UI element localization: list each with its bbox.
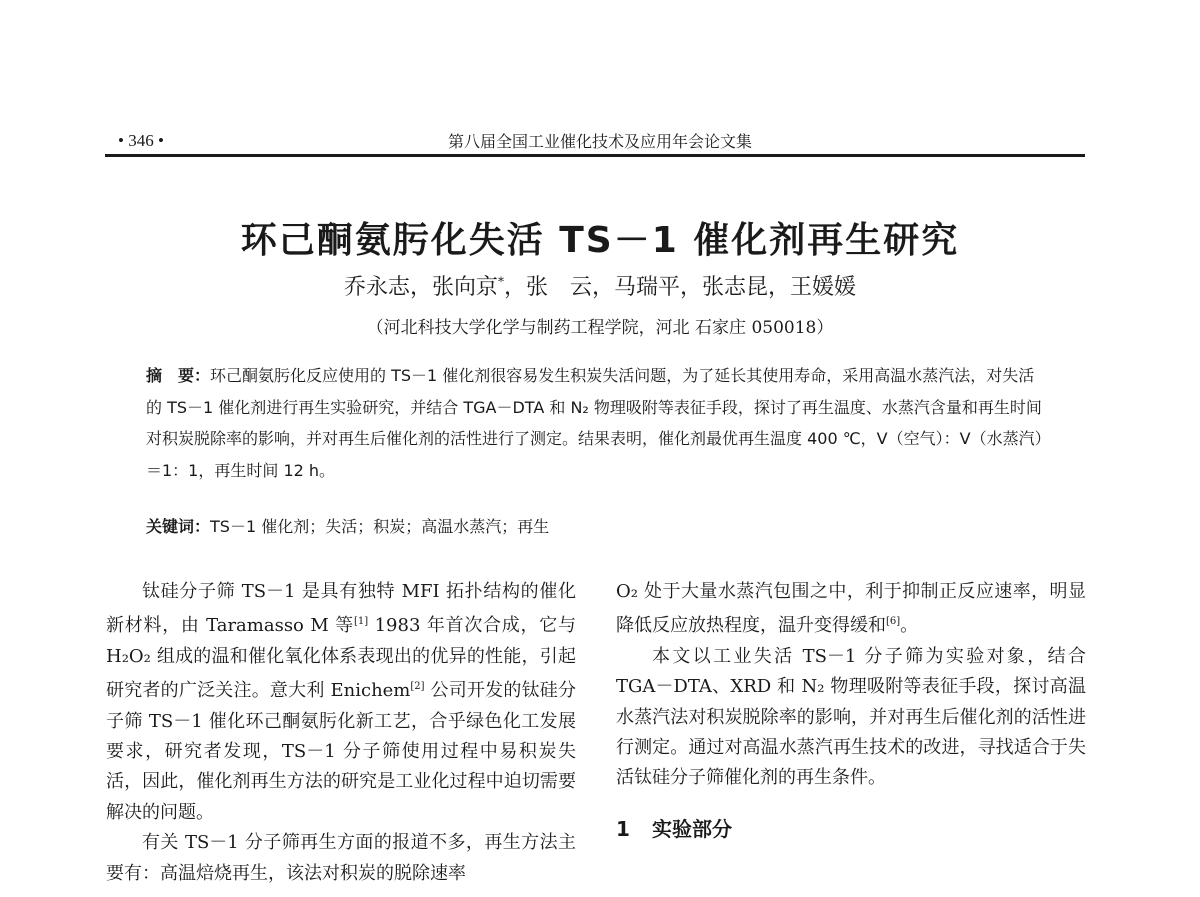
affiliation: （河北科技大学化学与制药工程学院，河北 石家庄 050018）: [366, 318, 834, 338]
keywords-text: TS－1 催化剂；失活；积炭；高温水蒸汽；再生: [210, 517, 550, 536]
paper-title: 环己酮氨肟化失活 TS－1 催化剂再生研究: [240, 220, 960, 261]
header-rule: [105, 154, 1085, 157]
section-title: 实验部分: [652, 816, 732, 841]
citation: [2]: [410, 681, 425, 693]
journal-header: 第八届全国工业催化技术及应用年会论文集: [447, 132, 752, 151]
body-column-right: [616, 577, 1086, 844]
paragraph: [106, 577, 576, 828]
citation: [6]: [886, 616, 901, 628]
paragraph-text: 。: [900, 615, 919, 637]
abstract-text: 环己酮氨肟化反应使用的 TS－1 催化剂很容易发生积炭失活问题，为了延长其使用寿命，采用高温水蒸汽法，对失活的 TS－1 催化剂进行再生实验研究，并结合 TGA－DTA 和 N₂ 物理吸附等表征手段，探讨了再生温度、水蒸汽含量和再生时间对积炭脱除率的影响，并对再生后催化剂的活性进行了测定。结果表明，催化剂最优再生温度 400 ℃，V（空气）：V（水蒸汽）＝1：1，再生时间 12 h。: [146, 366, 1043, 480]
keywords-label: 关键词：: [146, 517, 211, 536]
abstract: [146, 360, 1046, 486]
corresponding-mark: *: [498, 274, 504, 289]
paragraph-text: 公司开发的钛硅分子筛 TS－1 催化环己酮氨肟化新工艺，合乎绿色化工发展要求，研究者发现，TS－1 分子筛使用过程中易积炭失活，因此，催化剂再生方法的研究是工业化过程中迫切需要解决的问题。: [106, 680, 576, 823]
paragraph: 有关 TS－1 分子筛再生方面的报道不多，再生方法主要有：高温焙烧再生，该法对积炭的脱除速率: [106, 832, 576, 884]
authors: [0, 270, 1200, 301]
paragraph-text: O₂ 处于大量水蒸汽包围之中，利于抑制正反应速率，明显降低反应放热程度，温升变得缓和: [616, 581, 1086, 637]
page-number: • 346 •: [118, 131, 164, 150]
section-heading: [616, 814, 1086, 844]
section-number: 1: [616, 816, 630, 841]
authors-rest: ，张 云，马瑞平，张志昆，王媛媛: [504, 275, 857, 300]
body-column-left: [106, 577, 576, 889]
keywords: [146, 514, 1046, 537]
paragraph-text: 1983 年首次合成，它与 H₂O₂ 组成的温和催化氧化体系表现出的优异的性能，引起研究者的广泛关注。意大利 Enichem: [106, 615, 576, 702]
paragraph: [616, 577, 1086, 642]
authors-first: 乔永志，张向京: [343, 275, 498, 300]
citation: [1]: [353, 616, 369, 628]
paragraph: 本文以工业失活 TS－1 分子筛为实验对象，结合 TGA－DTA、XRD 和 N₂ 物理吸附等表征手段，探讨高温水蒸汽法对积炭脱除率的影响，并对再生后催化剂的活性进行测定。通过对高温水蒸汽再生技术的改进，寻找适合于失活钛硅分子筛催化剂的再生条件。: [616, 645, 1086, 789]
paragraph-text: 钛硅分子筛 TS－1 是具有独特 MFI 拓扑结构的催化新材料，由 Taramasso M 等: [106, 581, 576, 637]
abstract-label: 摘 要：: [146, 366, 211, 385]
